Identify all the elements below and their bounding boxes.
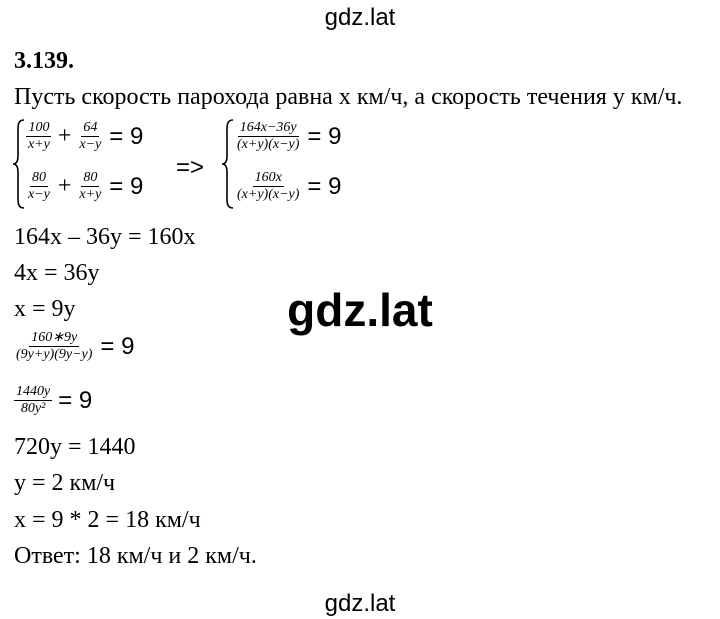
watermark-bottom: gdz.lat xyxy=(324,590,396,617)
step-2: 4x = 36y xyxy=(14,260,100,286)
system2-brace xyxy=(221,118,235,210)
system2-eq1: $\frac{164x-36y}{(x+y)(x-y)}$ = 9 xyxy=(237,120,342,152)
step-6: 720y = 1440 xyxy=(14,434,136,460)
answer: Ответ: 18 км/ч и 2 км/ч. xyxy=(14,543,257,569)
watermark-middle: gdz.lat xyxy=(287,284,433,336)
implies-arrow: => xyxy=(176,154,205,181)
step-7: y = 2 км/ч xyxy=(14,470,116,496)
step-1: 164x – 36y = 160x xyxy=(14,224,196,250)
watermark-top: gdz.lat xyxy=(324,4,396,31)
step-5: $\frac{1440y}{\text{80y²}}$ = 9 xyxy=(16,384,93,416)
system2-eq2: $\frac{160x}{(x+y)(x-y)}$ = 9 xyxy=(237,170,342,202)
system1-eq2: $\frac{80}{x-y}$ + $\frac{80}{x+y}$ = 9 xyxy=(28,170,144,202)
fraction: $\frac{1440y}{\text{80y²}}$ xyxy=(16,384,51,416)
step-3: x = 9y xyxy=(14,296,76,322)
fraction: $\frac{80}{x+y}$ xyxy=(79,170,102,202)
fraction: $\frac{64}{x-y}$ xyxy=(79,120,102,152)
step-4: $\frac{160∗9y}{(9y+y)(9y-y)}$ = 9 xyxy=(16,330,135,362)
fraction: $\frac{100}{x+y}$ xyxy=(28,120,50,152)
system1-brace xyxy=(12,118,26,210)
system1-eq1: $\frac{100}{x+y}$ + $\frac{64}{x-y}$ = 9 xyxy=(28,120,144,152)
fraction: $\frac{160x}{(x+y)(x-y)}$ xyxy=(237,170,300,202)
problem-intro: Пусть скорость парохода равна x км/ч, а скорость течения y км/ч. xyxy=(14,84,683,110)
fraction: $\frac{164x-36y}{(x+y)(x-y)}$ xyxy=(237,120,300,152)
step-8: x = 9 * 2 = 18 км/ч xyxy=(14,507,201,533)
fraction: $\frac{80}{x-y}$ xyxy=(28,170,50,202)
fraction: $\frac{160∗9y}{(9y+y)(9y-y)}$ xyxy=(16,330,93,362)
problem-number: 3.139. xyxy=(14,48,74,74)
